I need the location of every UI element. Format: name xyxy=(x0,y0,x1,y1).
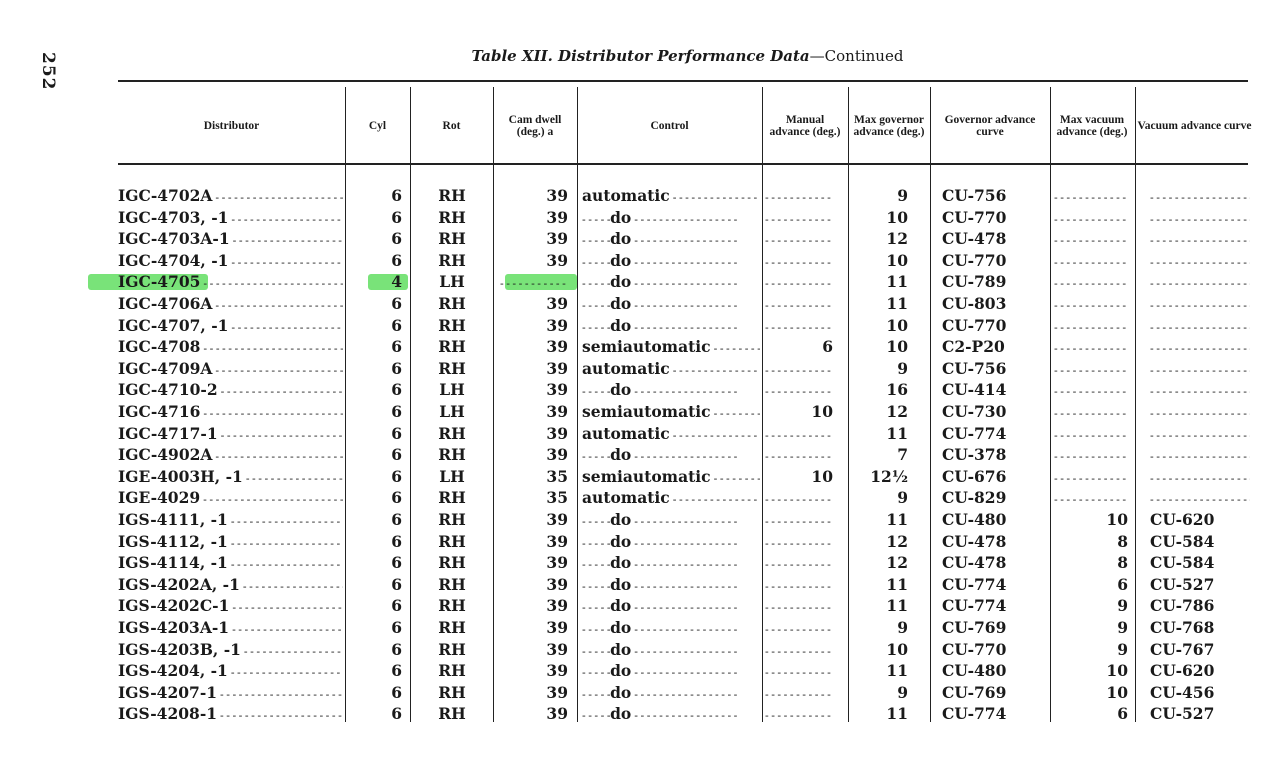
top-rule xyxy=(118,80,1248,82)
cell-rot: LH xyxy=(439,402,465,421)
cell-governor-advance-curve: CU-770 xyxy=(942,250,1007,270)
cell-cyl: 6 xyxy=(391,315,402,335)
cell-control: - - - do - - - xyxy=(582,617,760,639)
cell-cyl: 6 xyxy=(391,531,402,551)
cell-governor-advance-curve: C2-P20 xyxy=(942,337,1005,357)
cell-rot: RH xyxy=(438,250,466,270)
cell-control: automatic - - - xyxy=(582,487,760,509)
cell-vacuum-advance-curve: CU-620 xyxy=(1150,510,1215,529)
cell-governor-advance-curve: CU-480 xyxy=(942,510,1007,529)
cell-control: - - - do - - - xyxy=(582,444,760,466)
cell-vacuum-advance-curve: CU-620 xyxy=(1150,661,1215,681)
table-title xyxy=(0,47,1280,65)
cell-cyl: 6 xyxy=(391,596,402,616)
cell-cam-dwell: 39 xyxy=(546,531,568,551)
header-cam-dwell: Cam dwell (deg.) a xyxy=(508,114,562,138)
cell-manual-advance xyxy=(765,358,833,380)
cell-max-vacuum-advance: 6 xyxy=(1117,574,1128,594)
table-row xyxy=(0,315,1280,337)
cell-max-governor-advance: 10 xyxy=(886,315,908,335)
cell-control: - - - do - - - xyxy=(582,531,760,553)
header-cyl: Cyl xyxy=(368,120,387,132)
cell-max-vacuum-advance xyxy=(1054,358,1128,380)
cell-vacuum-advance-curve xyxy=(1150,444,1250,466)
cell-cam-dwell: 39 xyxy=(546,596,568,616)
cell-manual-advance xyxy=(765,228,833,250)
cell-distributor: IGC-4708 - - - xyxy=(118,336,343,358)
cell-distributor: IGC-4705 - - - xyxy=(118,271,343,293)
table-title-suffix: —Continued xyxy=(809,47,904,65)
table-row xyxy=(0,423,1280,445)
cell-vacuum-advance-curve xyxy=(1150,228,1250,250)
cell-cyl: 6 xyxy=(391,488,402,508)
cell-cam-dwell: 39 xyxy=(546,423,568,443)
cell-control: - - - do - - - xyxy=(582,228,760,250)
cell-cam-dwell: 39 xyxy=(546,618,568,637)
cell-max-governor-advance: 12 xyxy=(886,229,908,249)
cell-rot: RH xyxy=(438,510,466,529)
cell-max-vacuum-advance xyxy=(1054,271,1128,293)
cell-max-vacuum-advance xyxy=(1054,379,1128,401)
cell-rot: RH xyxy=(438,445,466,465)
cell-max-governor-advance: 11 xyxy=(886,704,908,724)
cell-max-vacuum-advance xyxy=(1054,401,1128,423)
cell-cyl: 6 xyxy=(391,402,402,421)
cell-max-governor-advance: 11 xyxy=(886,294,908,313)
cell-control: - - - do - - - xyxy=(582,703,760,725)
cell-cam-dwell: 39 xyxy=(546,315,568,335)
cell-cyl: 6 xyxy=(391,574,402,594)
cell-max-vacuum-advance: 10 xyxy=(1106,510,1128,529)
cell-vacuum-advance-curve xyxy=(1150,293,1250,315)
cell-governor-advance-curve: CU-774 xyxy=(942,596,1007,616)
cell-max-governor-advance: 11 xyxy=(886,423,908,443)
header-distributor: Distributor xyxy=(203,120,260,132)
cell-max-vacuum-advance: 6 xyxy=(1117,704,1128,724)
table-row xyxy=(0,639,1280,661)
cell-cyl: 6 xyxy=(391,661,402,681)
header-governor-advance-curve: Governor advance curve xyxy=(944,114,1036,138)
cell-max-governor-advance: 12 xyxy=(886,402,908,421)
cell-cyl: 6 xyxy=(391,380,402,400)
table-row xyxy=(0,444,1280,466)
table-row xyxy=(0,293,1280,315)
cell-distributor: IGS-4202C-1 - - - xyxy=(118,595,343,617)
table-row xyxy=(0,531,1280,553)
cell-control: automatic - - - xyxy=(582,358,760,380)
cell-vacuum-advance-curve xyxy=(1150,336,1250,358)
cell-cam-dwell: 39 xyxy=(546,250,568,270)
cell-distributor: IGS-4204, -1 - - - xyxy=(118,660,343,682)
cell-max-governor-advance: 9 xyxy=(897,618,908,637)
cell-max-vacuum-advance: 9 xyxy=(1117,618,1128,637)
cell-max-vacuum-advance: 8 xyxy=(1117,531,1128,551)
cell-rot: RH xyxy=(438,618,466,637)
table-row xyxy=(0,358,1280,380)
cell-cyl: 6 xyxy=(391,466,402,486)
cell-governor-advance-curve: CU-756 xyxy=(942,186,1007,205)
cell-rot: LH xyxy=(439,466,465,486)
cell-manual-advance xyxy=(765,617,833,639)
cell-distributor: IGC-4902A - - - xyxy=(118,444,343,466)
cell-max-vacuum-advance: 10 xyxy=(1106,661,1128,681)
cell-manual-advance xyxy=(765,703,833,725)
cell-max-vacuum-advance: 9 xyxy=(1117,596,1128,616)
cell-vacuum-advance-curve xyxy=(1150,250,1250,272)
table-row xyxy=(0,379,1280,401)
cell-governor-advance-curve: CU-770 xyxy=(942,639,1007,659)
table-row xyxy=(0,207,1280,229)
cell-manual-advance xyxy=(765,531,833,553)
cell-max-vacuum-advance xyxy=(1054,423,1128,445)
cell-distributor: IGS-4207-1 - - - xyxy=(118,682,343,704)
cell-vacuum-advance-curve: CU-786 xyxy=(1150,596,1215,616)
cell-cyl: 6 xyxy=(391,294,402,313)
cell-cyl: 6 xyxy=(391,186,402,205)
cell-cyl: 6 xyxy=(391,704,402,724)
cell-cyl: 4 xyxy=(391,272,402,292)
cell-max-vacuum-advance xyxy=(1054,466,1128,488)
cell-control: - - - do - - - xyxy=(582,509,760,531)
cell-vacuum-advance-curve: CU-767 xyxy=(1150,639,1215,659)
cell-control: automatic - - - xyxy=(582,185,760,207)
cell-cam-dwell: 39 xyxy=(546,207,568,227)
cell-vacuum-advance-curve xyxy=(1150,315,1250,337)
cell-rot: RH xyxy=(438,488,466,508)
cell-max-governor-advance: 12 xyxy=(886,531,908,551)
cell-cam-dwell: 39 xyxy=(546,553,568,573)
cell-max-governor-advance: 11 xyxy=(886,596,908,616)
cell-manual-advance xyxy=(765,293,833,315)
cell-governor-advance-curve: CU-770 xyxy=(942,207,1007,227)
cell-vacuum-advance-curve xyxy=(1150,466,1250,488)
cell-max-governor-advance: 16 xyxy=(886,380,908,400)
cell-manual-advance xyxy=(765,185,833,207)
cell-distributor: IGS-4114, -1 - - - xyxy=(118,552,343,574)
cell-cam-dwell: 39 xyxy=(546,682,568,702)
cell-distributor: IGC-4707, -1 - - - xyxy=(118,315,343,337)
cell-rot: RH xyxy=(438,682,466,702)
table-row xyxy=(0,617,1280,639)
cell-governor-advance-curve: CU-478 xyxy=(942,531,1007,551)
cell-distributor: IGC-4703A-1 - - - xyxy=(118,228,343,250)
table-row xyxy=(0,682,1280,704)
table-row xyxy=(0,574,1280,596)
cell-rot: RH xyxy=(438,704,466,724)
table-row xyxy=(0,271,1280,293)
cell-manual-advance xyxy=(765,315,833,337)
cell-cyl: 6 xyxy=(391,423,402,443)
cell-governor-advance-curve: CU-774 xyxy=(942,423,1007,443)
cell-max-governor-advance: 10 xyxy=(886,337,908,357)
cell-vacuum-advance-curve: CU-456 xyxy=(1150,682,1215,702)
table-row xyxy=(0,509,1280,531)
cell-control: - - - do - - - xyxy=(582,315,760,337)
cell-cam-dwell: 39 xyxy=(546,229,568,249)
cell-vacuum-advance-curve xyxy=(1150,358,1250,380)
cell-cam-dwell: 39 xyxy=(546,574,568,594)
cell-control: - - - do - - - xyxy=(582,379,760,401)
cell-governor-advance-curve: CU-414 xyxy=(942,380,1007,400)
cell-cyl: 6 xyxy=(391,510,402,529)
cell-governor-advance-curve: CU-769 xyxy=(942,682,1007,702)
cell-governor-advance-curve: CU-829 xyxy=(942,488,1007,508)
cell-vacuum-advance-curve xyxy=(1150,271,1250,293)
cell-distributor: IGC-4702A - - - xyxy=(118,185,343,207)
cell-max-governor-advance: 11 xyxy=(886,661,908,681)
cell-rot: RH xyxy=(438,294,466,313)
cell-cam-dwell: 39 xyxy=(546,661,568,681)
cell-max-governor-advance: 11 xyxy=(886,272,908,292)
cell-vacuum-advance-curve: CU-584 xyxy=(1150,531,1215,551)
cell-rot: RH xyxy=(438,337,466,357)
cell-rot: RH xyxy=(438,207,466,227)
cell-manual-advance xyxy=(765,639,833,661)
cell-manual-advance: 10 xyxy=(811,402,833,421)
cell-distributor: IGC-4710-2 - - - xyxy=(118,379,343,401)
cell-rot: LH xyxy=(439,272,465,292)
cell-control: - - - do - - - xyxy=(582,595,760,617)
cell-control: semiautomatic - - - xyxy=(582,336,760,358)
cell-rot: RH xyxy=(438,531,466,551)
cell-cam-dwell: 39 xyxy=(546,445,568,465)
cell-governor-advance-curve: CU-769 xyxy=(942,618,1007,637)
cell-manual-advance xyxy=(765,423,833,445)
cell-cam-dwell xyxy=(500,271,568,293)
cell-cyl: 6 xyxy=(391,250,402,270)
cell-rot: RH xyxy=(438,661,466,681)
cell-manual-advance: 6 xyxy=(822,337,833,357)
cell-cam-dwell: 39 xyxy=(546,186,568,205)
cell-control: - - - do - - - xyxy=(582,660,760,682)
cell-cam-dwell: 39 xyxy=(546,337,568,357)
cell-manual-advance xyxy=(765,207,833,229)
cell-max-vacuum-advance xyxy=(1054,487,1128,509)
cell-cam-dwell: 39 xyxy=(546,510,568,529)
cell-manual-advance xyxy=(765,682,833,704)
cell-cyl: 6 xyxy=(391,207,402,227)
table-row xyxy=(0,336,1280,358)
cell-max-vacuum-advance xyxy=(1054,185,1128,207)
cell-control: - - - do - - - xyxy=(582,207,760,229)
cell-governor-advance-curve: CU-730 xyxy=(942,402,1007,421)
table-row xyxy=(0,185,1280,207)
cell-governor-advance-curve: CU-789 xyxy=(942,272,1007,292)
cell-control: - - - do - - - xyxy=(582,574,760,596)
cell-distributor: IGC-4706A - - - xyxy=(118,293,343,315)
cell-cyl: 6 xyxy=(391,229,402,249)
table-row xyxy=(0,487,1280,509)
cell-governor-advance-curve: CU-803 xyxy=(942,294,1007,313)
cell-vacuum-advance-curve xyxy=(1150,185,1250,207)
header-max-vacuum-advance: Max vacuum advance (deg.) xyxy=(1056,114,1128,138)
cell-vacuum-advance-curve: CU-768 xyxy=(1150,618,1215,637)
cell-cam-dwell: 39 xyxy=(546,358,568,378)
cell-governor-advance-curve: CU-478 xyxy=(942,553,1007,573)
cell-cyl: 6 xyxy=(391,639,402,659)
cell-cyl: 6 xyxy=(391,553,402,573)
cell-vacuum-advance-curve xyxy=(1150,401,1250,423)
cell-governor-advance-curve: CU-378 xyxy=(942,445,1007,465)
table-row xyxy=(0,660,1280,682)
cell-manual-advance: 10 xyxy=(811,466,833,486)
cell-distributor: IGC-4703, -1 - - - xyxy=(118,207,343,229)
cell-rot: RH xyxy=(438,574,466,594)
cell-max-vacuum-advance xyxy=(1054,207,1128,229)
header-rot: Rot xyxy=(442,120,461,132)
cell-control: - - - do - - - xyxy=(582,552,760,574)
cell-max-vacuum-advance xyxy=(1054,444,1128,466)
cell-vacuum-advance-curve: CU-527 xyxy=(1150,574,1215,594)
cell-rot: RH xyxy=(438,596,466,616)
table-row xyxy=(0,466,1280,488)
table-row xyxy=(0,228,1280,250)
cell-max-governor-advance: 9 xyxy=(897,488,908,508)
cell-cam-dwell: 39 xyxy=(546,402,568,421)
table-row xyxy=(0,401,1280,423)
cell-max-governor-advance: 12 xyxy=(886,553,908,573)
cell-governor-advance-curve: CU-480 xyxy=(942,661,1007,681)
cell-distributor: IGS-4112, -1 - - - xyxy=(118,531,343,553)
cell-max-vacuum-advance xyxy=(1054,315,1128,337)
cell-max-vacuum-advance xyxy=(1054,293,1128,315)
cell-manual-advance xyxy=(765,271,833,293)
cell-vacuum-advance-curve xyxy=(1150,423,1250,445)
table-row xyxy=(0,552,1280,574)
cell-manual-advance xyxy=(765,552,833,574)
cell-vacuum-advance-curve: CU-527 xyxy=(1150,704,1215,724)
cell-cyl: 6 xyxy=(391,682,402,702)
cell-max-vacuum-advance xyxy=(1054,336,1128,358)
table-title-main: Table XII. Distributor Performance Data xyxy=(471,47,810,65)
table-row xyxy=(0,595,1280,617)
cell-rot: RH xyxy=(438,553,466,573)
cell-cam-dwell: 39 xyxy=(546,380,568,400)
cell-control: - - - do - - - xyxy=(582,293,760,315)
cell-cam-dwell: 35 xyxy=(546,488,568,508)
cell-distributor: IGC-4716 - - - xyxy=(118,401,343,423)
cell-governor-advance-curve: CU-756 xyxy=(942,358,1007,378)
cell-governor-advance-curve: CU-770 xyxy=(942,315,1007,335)
cell-distributor: IGS-4111, -1 - - - xyxy=(118,509,343,531)
cell-manual-advance xyxy=(765,250,833,272)
cell-manual-advance xyxy=(765,487,833,509)
cell-manual-advance xyxy=(765,595,833,617)
cell-vacuum-advance-curve xyxy=(1150,207,1250,229)
cell-rot: RH xyxy=(438,186,466,205)
cell-cam-dwell: 35 xyxy=(546,466,568,486)
cell-control: automatic - - - xyxy=(582,423,760,445)
cell-cyl: 6 xyxy=(391,618,402,637)
cell-cam-dwell: 39 xyxy=(546,639,568,659)
cell-rot: LH xyxy=(439,380,465,400)
cell-max-governor-advance: 11 xyxy=(886,510,908,529)
cell-control: semiautomatic - - - xyxy=(582,466,760,488)
cell-max-governor-advance: 10 xyxy=(886,639,908,659)
cell-max-governor-advance: 7 xyxy=(897,445,908,465)
cell-manual-advance xyxy=(765,509,833,531)
cell-distributor: IGS-4208-1 - - - xyxy=(118,703,343,725)
cell-distributor: IGS-4203B, -1 - - - xyxy=(118,639,343,661)
cell-max-vacuum-advance: 10 xyxy=(1106,682,1128,702)
cell-max-governor-advance: 9 xyxy=(897,682,908,702)
cell-distributor: IGE-4003H, -1 - - - xyxy=(118,466,343,488)
header-control: Control xyxy=(650,120,689,132)
cell-distributor: IGC-4709A - - - xyxy=(118,358,343,380)
cell-manual-advance xyxy=(765,574,833,596)
cell-cyl: 6 xyxy=(391,337,402,357)
cell-max-governor-advance: 10 xyxy=(886,207,908,227)
cell-rot: RH xyxy=(438,358,466,378)
table-row xyxy=(0,250,1280,272)
cell-cyl: 6 xyxy=(391,445,402,465)
cell-governor-advance-curve: CU-676 xyxy=(942,466,1007,486)
cell-manual-advance xyxy=(765,444,833,466)
page-number: 252 xyxy=(38,52,58,91)
cell-max-vacuum-advance: 8 xyxy=(1117,553,1128,573)
cell-distributor: IGS-4202A, -1 - - - xyxy=(118,574,343,596)
cell-cyl: 6 xyxy=(391,358,402,378)
cell-governor-advance-curve: CU-478 xyxy=(942,229,1007,249)
cell-vacuum-advance-curve xyxy=(1150,487,1250,509)
cell-control: - - - do - - - xyxy=(582,250,760,272)
cell-max-vacuum-advance xyxy=(1054,228,1128,250)
header-manual-advance: Manual advance (deg.) xyxy=(769,114,841,138)
cell-manual-advance xyxy=(765,660,833,682)
cell-distributor: IGE-4029 - - - xyxy=(118,487,343,509)
cell-rot: RH xyxy=(438,639,466,659)
cell-rot: RH xyxy=(438,423,466,443)
table-row xyxy=(0,703,1280,725)
cell-rot: RH xyxy=(438,315,466,335)
cell-vacuum-advance-curve: CU-584 xyxy=(1150,553,1215,573)
cell-vacuum-advance-curve xyxy=(1150,379,1250,401)
cell-distributor: IGS-4203A-1 - - - xyxy=(118,617,343,639)
cell-control: - - - do - - - xyxy=(582,271,760,293)
cell-max-governor-advance: 9 xyxy=(897,186,908,205)
cell-control: semiautomatic - - - xyxy=(582,401,760,423)
cell-distributor: IGC-4704, -1 - - - xyxy=(118,250,343,272)
cell-governor-advance-curve: CU-774 xyxy=(942,574,1007,594)
cell-rot: RH xyxy=(438,229,466,249)
cell-max-governor-advance: 11 xyxy=(886,574,908,594)
header-max-governor-advance: Max governor advance (deg.) xyxy=(853,114,925,138)
cell-max-governor-advance: 10 xyxy=(886,250,908,270)
cell-max-vacuum-advance: 9 xyxy=(1117,639,1128,659)
cell-governor-advance-curve: CU-774 xyxy=(942,704,1007,724)
cell-control: - - - do - - - xyxy=(582,639,760,661)
cell-cam-dwell: 39 xyxy=(546,294,568,313)
cell-distributor: IGC-4717-1 - - - xyxy=(118,423,343,445)
cell-manual-advance xyxy=(765,379,833,401)
header-vacuum-advance-curve: Vacuum advance curve xyxy=(1137,120,1252,132)
cell-control: - - - do - - - xyxy=(582,682,760,704)
cell-max-governor-advance: 12½ xyxy=(870,466,908,486)
cell-cam-dwell: 39 xyxy=(546,704,568,724)
cell-max-governor-advance: 9 xyxy=(897,358,908,378)
cell-max-vacuum-advance xyxy=(1054,250,1128,272)
